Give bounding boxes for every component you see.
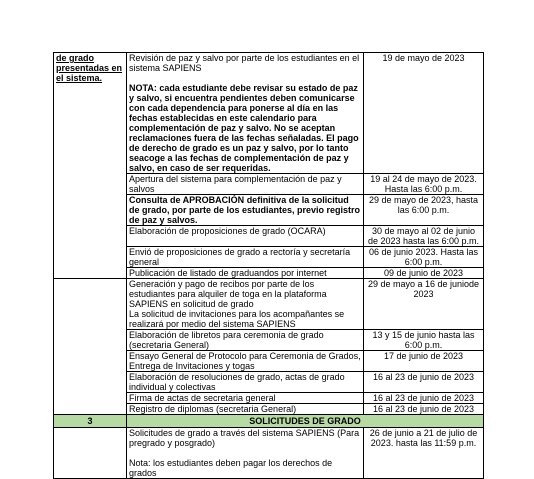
date-cell: 16 al 23 de junio de 2023 bbox=[364, 372, 484, 393]
activity-cell bbox=[127, 195, 364, 226]
activity-emphasis: APROBACIÓN bbox=[182, 195, 245, 205]
activity-text: Generación y pago de recibos por parte de los estudiantes para alquiler de toga en la plataforma SAPIENS en solicitud de grado bbox=[129, 279, 327, 309]
activity-prefix: Consulta de bbox=[129, 195, 183, 205]
note-text: NOTA: cada estudiante debe revisar su estado de paz y salvo, si encuentra pendientes deben comunicarse con cada dependencia para ponerse al día en las fechas establecidas en este calendario para complementación de paz y salvo. No se aceptan reclamaciones fuera de las fechas señaladas. El pago de derecho de grado es un paz y salvo, por lo tanto seacoge a las fechas de complementación de paz y salvo, en caso de ser requeridas. bbox=[129, 83, 359, 173]
activity-cell bbox=[127, 428, 364, 479]
date-cell: 29 de mayo a 16 de juniode 2023 bbox=[364, 279, 484, 330]
activity-cell: Publicación de listado de graduandos por internet bbox=[127, 268, 364, 279]
stage-label-line: presentadas en bbox=[56, 63, 123, 73]
date-cell: 30 de mayo al 02 de junio de 2023 hasta las 6:00 p.m. bbox=[364, 226, 484, 247]
activity-rest: definitiva de la solicitud de grado, por parte de los estudiantes, previo registro de paz y salvos. bbox=[129, 195, 361, 225]
date-cell: 19 de mayo de 2023 bbox=[364, 53, 484, 174]
stage-cell-empty bbox=[54, 428, 127, 479]
activity-cell: Elaboración de resoluciones de grado, actas de grado individual y colectivas bbox=[127, 372, 364, 393]
section-header-row bbox=[54, 415, 484, 428]
date-cell: 16 al 23 de junio de 2023 bbox=[364, 404, 484, 415]
date-cell: 13 y 15 de junio hasta las 6:00 p.m. bbox=[364, 330, 484, 351]
date-cell: 29 de mayo de 2023, hasta las 6:00 p.m. bbox=[364, 195, 484, 226]
activity-cell: Registro de diplomas (secretaria General) bbox=[127, 404, 364, 415]
table-row bbox=[54, 279, 484, 330]
date-cell: 06 de junio 2023. Hasta las 6:00 p.m. bbox=[364, 247, 484, 268]
graduation-calendar-table bbox=[53, 52, 484, 479]
activity-cell: Firma de actas de secretaria general bbox=[127, 393, 364, 404]
stage-cell bbox=[54, 53, 127, 279]
stage-label-line: el sistema. bbox=[56, 73, 103, 83]
activity-cell: Ensayo General de Protocolo para Ceremonia de Grados, Entrega de Invitaciones y togas bbox=[127, 351, 364, 372]
table-row bbox=[54, 53, 484, 174]
activity-text: Solicitudes de grado a través del sistema SAPIENS (Para pregrado y posgrado) bbox=[129, 428, 360, 448]
activity-cell bbox=[127, 279, 364, 330]
activity-cell bbox=[127, 53, 364, 174]
activity-note-cut: Nota: los estudiantes deben pagar los derechos de grados bbox=[129, 458, 333, 478]
section-number: 3 bbox=[54, 415, 127, 428]
date-cell: 09 de junio de 2023 bbox=[364, 268, 484, 279]
stage-cell-empty bbox=[54, 279, 127, 415]
table-row bbox=[54, 428, 484, 479]
date-cell: 16 al 23 de junio de 2023 bbox=[364, 393, 484, 404]
activity-cell: Envió de proposiciones de grado a rectoría y secretaría general bbox=[127, 247, 364, 268]
section-title: SOLICITUDES DE GRADO bbox=[127, 415, 484, 428]
stage-label-line: de grado bbox=[56, 53, 95, 63]
activity-cell: Elaboración de libretos para ceremonia de grado (secretaria General) bbox=[127, 330, 364, 351]
activity-cell: Elaboración de proposiciones de grado (OCARA) bbox=[127, 226, 364, 247]
document-page bbox=[53, 52, 483, 479]
activity-cell: Apertura del sistema para complementación de paz y salvos bbox=[127, 174, 364, 195]
activity-text: Revisión de paz y salvo por parte de los estudiantes en el sistema SAPIENS bbox=[129, 53, 360, 73]
date-cell: 26 de junio a 21 de julio de 2023. hasta las 11:59 p.m. bbox=[364, 428, 484, 479]
activity-text-secondary: La solicitud de invitaciones para los acompañantes se realizará por medio del sistema SAPIENS bbox=[129, 309, 345, 329]
date-cell: 17 de junio de 2023 bbox=[364, 351, 484, 372]
date-cell: 19 al 24 de mayo de 2023. Hasta las 6:00 p.m. bbox=[364, 174, 484, 195]
